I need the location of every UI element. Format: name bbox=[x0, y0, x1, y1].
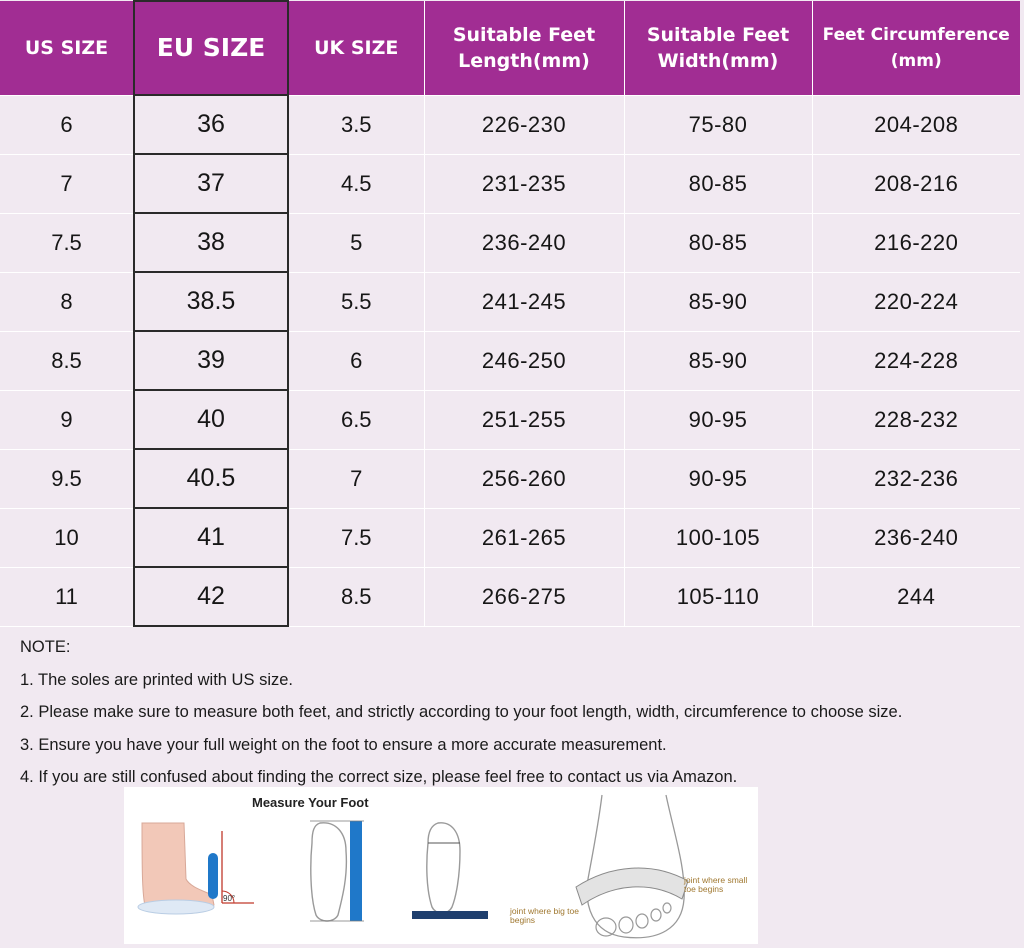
cell-feet-length: 266-275 bbox=[424, 567, 624, 626]
cell-feet-length: 261-265 bbox=[424, 508, 624, 567]
table-row bbox=[0, 449, 1020, 508]
note-item-1: 1. The soles are printed with US size. bbox=[20, 670, 293, 689]
cell-feet-circumference: 236-240 bbox=[812, 508, 1020, 567]
cell-eu-size: 40.5 bbox=[134, 449, 288, 508]
cell-eu-size: 40 bbox=[134, 390, 288, 449]
cell-feet-circumference: 228-232 bbox=[812, 390, 1020, 449]
cell-eu-size: 38 bbox=[134, 213, 288, 272]
header-eu-size: EU SIZE bbox=[134, 1, 288, 95]
table-row bbox=[0, 95, 1020, 154]
cell-feet-width: 80-85 bbox=[624, 154, 812, 213]
cell-us-size: 11 bbox=[0, 567, 134, 626]
table-row bbox=[0, 567, 1020, 626]
table-row bbox=[0, 331, 1020, 390]
note-item-4: 4. If you are still confused about finding the correct size, please feel free to contact us via Amazon. bbox=[20, 768, 738, 786]
header-us-size: US SIZE bbox=[0, 1, 134, 95]
cell-eu-size: 36 bbox=[134, 95, 288, 154]
small-toe-joint-label-line2: toe begins bbox=[684, 884, 724, 894]
big-toe-joint-label-line2: begins bbox=[510, 915, 536, 925]
cell-eu-size: 39 bbox=[134, 331, 288, 390]
note-item-3: 3. Ensure you have your full weight on the foot to ensure a more accurate measurement. bbox=[20, 735, 667, 754]
cell-us-size: 7 bbox=[0, 154, 134, 213]
cell-feet-width: 90-95 bbox=[624, 449, 812, 508]
cell-us-size: 8 bbox=[0, 272, 134, 331]
cell-feet-length: 256-260 bbox=[424, 449, 624, 508]
cell-feet-length: 251-255 bbox=[424, 390, 624, 449]
foot-side-view-icon bbox=[138, 823, 254, 914]
cell-uk-size: 7.5 bbox=[288, 508, 424, 567]
cell-us-size: 8.5 bbox=[0, 331, 134, 390]
angle-label: 90° bbox=[223, 894, 236, 903]
cell-uk-size: 7 bbox=[288, 449, 424, 508]
cell-eu-size: 38.5 bbox=[134, 272, 288, 331]
cell-feet-width: 85-90 bbox=[624, 272, 812, 331]
cell-feet-circumference: 220-224 bbox=[812, 272, 1020, 331]
big-toe-joint-label-line1: joint where big toe bbox=[510, 906, 579, 916]
cell-feet-circumference: 232-236 bbox=[812, 449, 1020, 508]
cell-feet-circumference: 244 bbox=[812, 567, 1020, 626]
foot-front-view-icon bbox=[576, 795, 688, 938]
header-feet-length bbox=[424, 1, 624, 95]
cell-feet-width: 85-90 bbox=[624, 331, 812, 390]
cell-feet-width: 105-110 bbox=[624, 567, 812, 626]
cell-uk-size: 4.5 bbox=[288, 154, 424, 213]
cell-feet-length: 241-245 bbox=[424, 272, 624, 331]
header-feet-circumference-line1: Feet Circumference bbox=[822, 24, 1010, 45]
table-row bbox=[0, 508, 1020, 567]
cell-us-size: 6 bbox=[0, 95, 134, 154]
cell-feet-circumference: 204-208 bbox=[812, 95, 1020, 154]
cell-eu-size: 37 bbox=[134, 154, 288, 213]
cell-feet-width: 90-95 bbox=[624, 390, 812, 449]
table-row bbox=[0, 154, 1020, 213]
cell-uk-size: 5 bbox=[288, 213, 424, 272]
measure-foot-illustration bbox=[124, 787, 506, 944]
cell-feet-length: 236-240 bbox=[424, 213, 624, 272]
header-feet-circumference-line2: (mm) bbox=[890, 50, 942, 71]
cell-uk-size: 3.5 bbox=[288, 95, 424, 154]
header-uk-size: UK SIZE bbox=[288, 1, 424, 95]
table-row bbox=[0, 272, 1020, 331]
cell-feet-width: 100-105 bbox=[624, 508, 812, 567]
table-header bbox=[0, 1, 1020, 95]
cell-eu-size: 42 bbox=[134, 567, 288, 626]
cell-feet-circumference: 208-216 bbox=[812, 154, 1020, 213]
cell-us-size: 9 bbox=[0, 390, 134, 449]
cell-uk-size: 5.5 bbox=[288, 272, 424, 331]
foot-width-outline-icon bbox=[412, 823, 488, 919]
cell-eu-size: 41 bbox=[134, 508, 288, 567]
notes-heading: NOTE: bbox=[20, 638, 71, 656]
foot-length-outline-icon bbox=[310, 821, 364, 921]
note-item-2: 2. Please make sure to measure both feet, and strictly according to your foot length, width, circumference to choose size. bbox=[20, 703, 903, 721]
header-feet-width bbox=[624, 1, 812, 95]
cell-uk-size: 6 bbox=[288, 331, 424, 390]
header-feet-length-line1: Suitable Feet bbox=[452, 23, 596, 46]
small-toe-joint-label-line1: joint where small bbox=[684, 875, 748, 885]
measure-foot-drawing bbox=[124, 787, 506, 944]
header-feet-width-line2: Width(mm) bbox=[657, 49, 779, 72]
cell-us-size: 7.5 bbox=[0, 213, 134, 272]
cell-us-size: 10 bbox=[0, 508, 134, 567]
header-feet-circumference bbox=[812, 1, 1020, 95]
cell-uk-size: 6.5 bbox=[288, 390, 424, 449]
small-toe-joint-label bbox=[684, 876, 747, 894]
cell-feet-length: 226-230 bbox=[424, 95, 624, 154]
cell-feet-circumference: 224-228 bbox=[812, 331, 1020, 390]
big-toe-joint-label bbox=[510, 907, 579, 925]
table-row bbox=[0, 213, 1020, 272]
header-feet-width-line1: Suitable Feet bbox=[646, 23, 790, 46]
foot-circumference-illustration bbox=[506, 787, 758, 944]
cell-feet-circumference: 216-220 bbox=[812, 213, 1020, 272]
table-body bbox=[0, 95, 1020, 626]
notes-section bbox=[20, 636, 1020, 799]
measure-your-foot-title: Measure Your Foot bbox=[252, 795, 369, 810]
header-feet-length-line2: Length(mm) bbox=[458, 49, 590, 72]
cell-us-size: 9.5 bbox=[0, 449, 134, 508]
table-row bbox=[0, 390, 1020, 449]
cell-feet-length: 246-250 bbox=[424, 331, 624, 390]
cell-uk-size: 8.5 bbox=[288, 567, 424, 626]
cell-feet-width: 80-85 bbox=[624, 213, 812, 272]
cell-feet-length: 231-235 bbox=[424, 154, 624, 213]
cell-feet-width: 75-80 bbox=[624, 95, 812, 154]
